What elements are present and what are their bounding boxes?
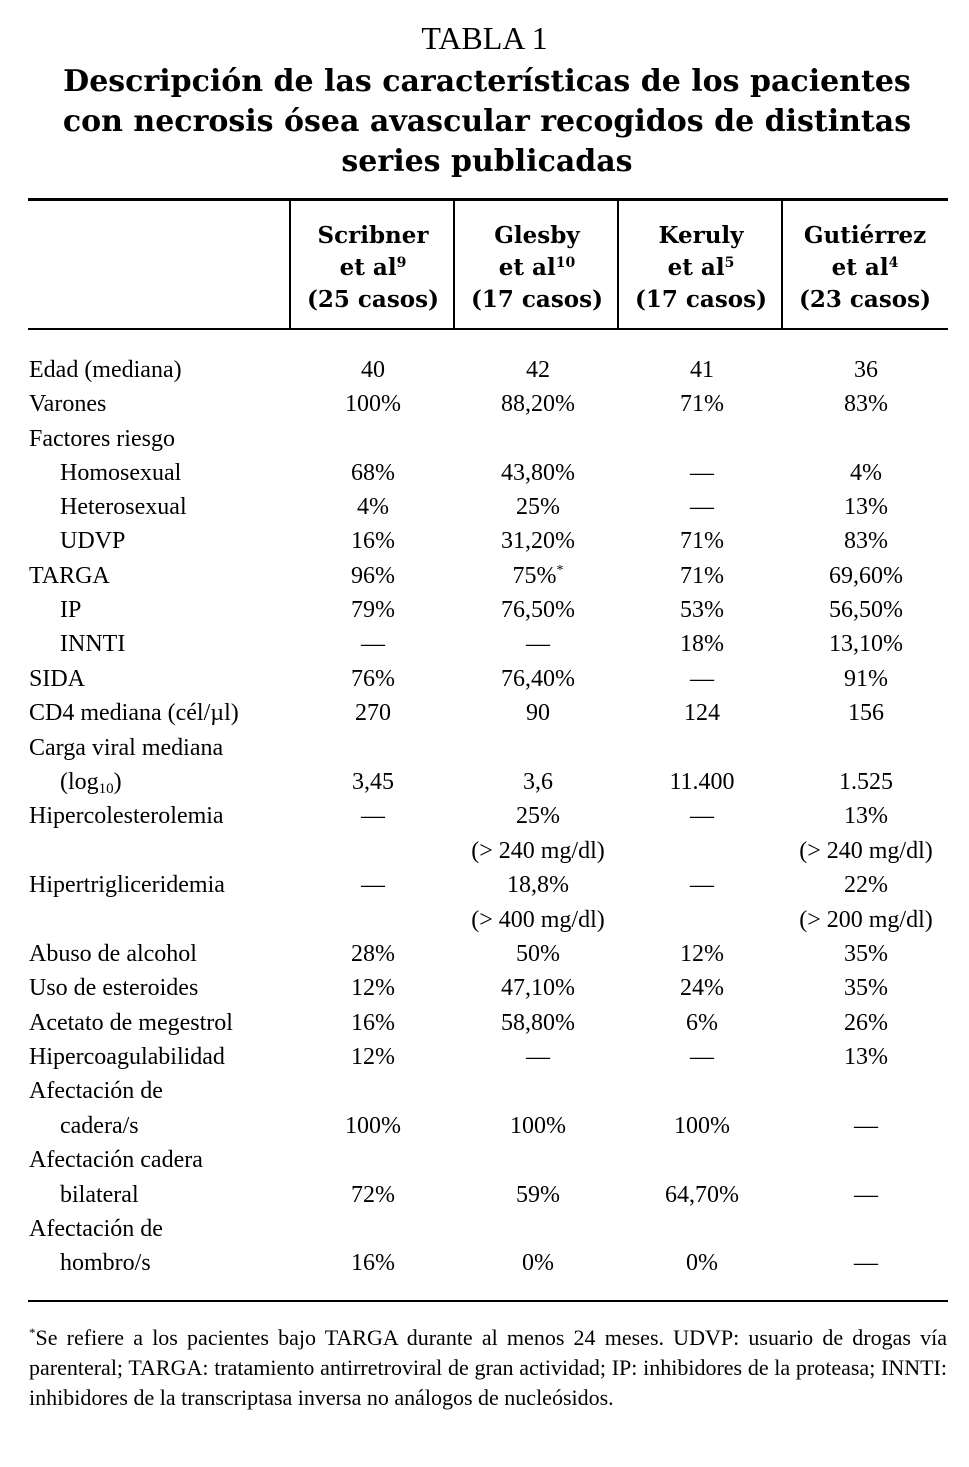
cell: — [690, 1044, 714, 1070]
cell: — [690, 460, 714, 486]
column-header-scribner [292, 220, 454, 316]
cell: 270 [355, 700, 391, 726]
cell: 53% [680, 597, 724, 623]
column-reference: 9 [396, 255, 407, 271]
row-label: Homosexual [60, 460, 182, 486]
column-reference: 5 [724, 255, 735, 271]
cell: 124 [684, 700, 720, 726]
cell [458, 559, 618, 593]
table-label: TABLA 1 [421, 20, 548, 56]
table-row [0, 1006, 969, 1040]
cell: — [361, 872, 385, 898]
column-cases: (25 casos) [307, 286, 439, 313]
cell: 3,6 [523, 769, 553, 795]
table-row [0, 387, 969, 421]
cell: — [854, 1250, 878, 1276]
cell: 11.400 [669, 769, 735, 795]
cell: 100% [674, 1113, 730, 1139]
table-row [0, 422, 969, 456]
table-row [0, 937, 969, 971]
cell: 36 [854, 357, 878, 383]
cell: (> 240 mg/dl) [471, 838, 605, 864]
cell: 72% [351, 1182, 395, 1208]
cell: — [526, 1044, 550, 1070]
cell: — [690, 803, 714, 829]
cell: 79% [351, 597, 395, 623]
cell: 0% [522, 1250, 554, 1276]
footnote-marker: * [556, 563, 564, 578]
row-label: Heterosexual [60, 494, 187, 520]
table-row [0, 662, 969, 696]
cell: 100% [345, 391, 401, 417]
cell: 68% [351, 460, 395, 486]
table-row [0, 1178, 969, 1212]
table-row [0, 353, 969, 387]
cell: 13% [844, 494, 888, 520]
cell: 18,8% [507, 872, 569, 898]
cell: 0% [686, 1250, 718, 1276]
cell: 16% [351, 528, 395, 554]
cell: 76,50% [501, 597, 575, 623]
column-cases: (17 casos) [635, 286, 767, 313]
cell: 13% [844, 1044, 888, 1070]
table-row [0, 1143, 969, 1177]
table-title: Descripción de las características de los pacientes con necrosis ósea avascular recogidos de distintas series publicadas [62, 64, 912, 179]
table-row [0, 1040, 969, 1074]
cell: 156 [848, 700, 884, 726]
table-row [0, 731, 969, 765]
table-footnote [29, 1323, 947, 1413]
table-row [0, 490, 969, 524]
cell: 43,80% [501, 460, 575, 486]
cell: 35% [844, 975, 888, 1001]
cell: 56,50% [829, 597, 903, 623]
row-label: Edad (mediana) [29, 357, 182, 383]
top-rule [28, 198, 948, 201]
table-row [0, 696, 969, 730]
table-row [0, 456, 969, 490]
cell: — [690, 666, 714, 692]
column-author: Keruly [658, 222, 744, 249]
cell: 69,60% [829, 563, 903, 589]
cell: — [690, 872, 714, 898]
cell: 83% [844, 391, 888, 417]
row-label: cadera/s [60, 1113, 139, 1139]
row-label: Acetato de megestrol [29, 1010, 233, 1036]
cell: 18% [680, 631, 724, 657]
table-row [0, 593, 969, 627]
cell: — [854, 1113, 878, 1139]
row-label: Hipercolesterolemia [29, 803, 224, 829]
cell: 88,20% [501, 391, 575, 417]
table-row [0, 1246, 969, 1280]
table-row [0, 559, 969, 593]
cell: 12% [351, 1044, 395, 1070]
row-label: Afectación de [29, 1078, 163, 1104]
cell: 76% [351, 666, 395, 692]
footnote-text: Se refiere a los pacientes bajo TARGA durante al menos 24 meses. UDVP: usuario de drogas vía parenteral; TARGA: tratamiento antirretroviral de gran actividad; IP: inhibidores de la proteasa; INNTI: inhibidores de la transcriptasa inversa no análogos de nucleósidos. [29, 1325, 947, 1410]
table-row [0, 903, 969, 937]
table-row [0, 765, 969, 799]
column-author: Gutiérrez [803, 222, 927, 249]
column-reference: 10 [555, 255, 576, 271]
cell: 96% [351, 563, 395, 589]
table-row [0, 1109, 969, 1143]
cell: 25% [516, 803, 560, 829]
row-label: Varones [29, 391, 107, 417]
column-header-keruly [620, 220, 782, 316]
cell: 90 [526, 700, 550, 726]
row-label: bilateral [60, 1182, 139, 1208]
cell: (> 400 mg/dl) [471, 907, 605, 933]
cell: (> 200 mg/dl) [799, 907, 933, 933]
column-cases: (17 casos) [471, 286, 603, 313]
row-label: UDVP [60, 528, 126, 554]
cell: 3,45 [352, 769, 394, 795]
table-row [0, 524, 969, 558]
cell: 13,10% [829, 631, 903, 657]
cell: 1.525 [839, 769, 893, 795]
table-row [0, 627, 969, 661]
table-row [0, 971, 969, 1005]
cell: (> 240 mg/dl) [799, 838, 933, 864]
table-row [0, 1074, 969, 1108]
cell-value: 75% [512, 563, 557, 589]
cell: 50% [516, 941, 560, 967]
row-label: Carga viral mediana [29, 735, 224, 761]
header-rule [28, 328, 948, 330]
row-label: IP [60, 597, 82, 623]
cell: 13% [844, 803, 888, 829]
column-author: Scribner [317, 222, 429, 249]
column-reference: 4 [888, 255, 899, 271]
cell: 40 [361, 357, 385, 383]
cell: 59% [516, 1182, 560, 1208]
column-divider [289, 200, 291, 330]
cell: 12% [680, 941, 724, 967]
cell: 64,70% [665, 1182, 739, 1208]
cell: — [526, 631, 550, 657]
cell: 71% [680, 563, 724, 589]
cell: — [854, 1182, 878, 1208]
column-etal: et al [498, 254, 556, 281]
table-row [0, 1212, 969, 1246]
row-label: CD4 mediana (cél/µl) [29, 700, 239, 726]
row-label: SIDA [29, 666, 86, 692]
cell: 26% [844, 1010, 888, 1036]
cell: — [361, 803, 385, 829]
cell: 4% [850, 460, 882, 486]
cell: 100% [345, 1113, 401, 1139]
footnote-marker: * [29, 1325, 36, 1340]
row-label: Abuso de alcohol [29, 941, 197, 967]
cell: 91% [844, 666, 888, 692]
row-label: Afectación cadera [29, 1147, 203, 1173]
cell: 71% [680, 391, 724, 417]
cell: 25% [516, 494, 560, 520]
table-row [0, 799, 969, 833]
cell: 28% [351, 941, 395, 967]
row-label: Factores riesgo [29, 426, 175, 452]
cell: 42 [526, 357, 550, 383]
cell: 83% [844, 528, 888, 554]
row-label: Afectación de [29, 1216, 163, 1242]
column-etal: et al [831, 254, 889, 281]
cell: 41 [690, 357, 714, 383]
row-label: $(\log_{10})$ [60, 769, 122, 797]
cell: 16% [351, 1250, 395, 1276]
cell: 35% [844, 941, 888, 967]
cell: 12% [351, 975, 395, 1001]
row-label: Uso de esteroides [29, 975, 199, 1001]
column-etal: et al [667, 254, 725, 281]
row-label: hombro/s [60, 1250, 151, 1276]
row-label: Hipercoagulabilidad [29, 1044, 225, 1070]
cell: 58,80% [501, 1010, 575, 1036]
cell: 31,20% [501, 528, 575, 554]
column-header-glesby [456, 220, 618, 316]
cell: 4% [357, 494, 389, 520]
cell: 47,10% [501, 975, 575, 1001]
cell: 16% [351, 1010, 395, 1036]
cell: 71% [680, 528, 724, 554]
column-header-gutierrez [784, 220, 946, 316]
row-label: Hipertrigliceridemia [29, 872, 225, 898]
row-label: INNTI [60, 631, 126, 657]
table-row [0, 868, 969, 902]
row-label: TARGA [29, 563, 110, 589]
cell: 6% [686, 1010, 718, 1036]
cell: — [361, 631, 385, 657]
column-author: Glesby [494, 222, 580, 249]
column-cases: (23 casos) [799, 286, 931, 313]
column-etal: et al [339, 254, 397, 281]
cell: 22% [844, 872, 888, 898]
cell: 100% [510, 1113, 566, 1139]
cell: — [690, 494, 714, 520]
bottom-rule [28, 1300, 948, 1302]
cell: 76,40% [501, 666, 575, 692]
cell: 24% [680, 975, 724, 1001]
table-row [0, 834, 969, 868]
